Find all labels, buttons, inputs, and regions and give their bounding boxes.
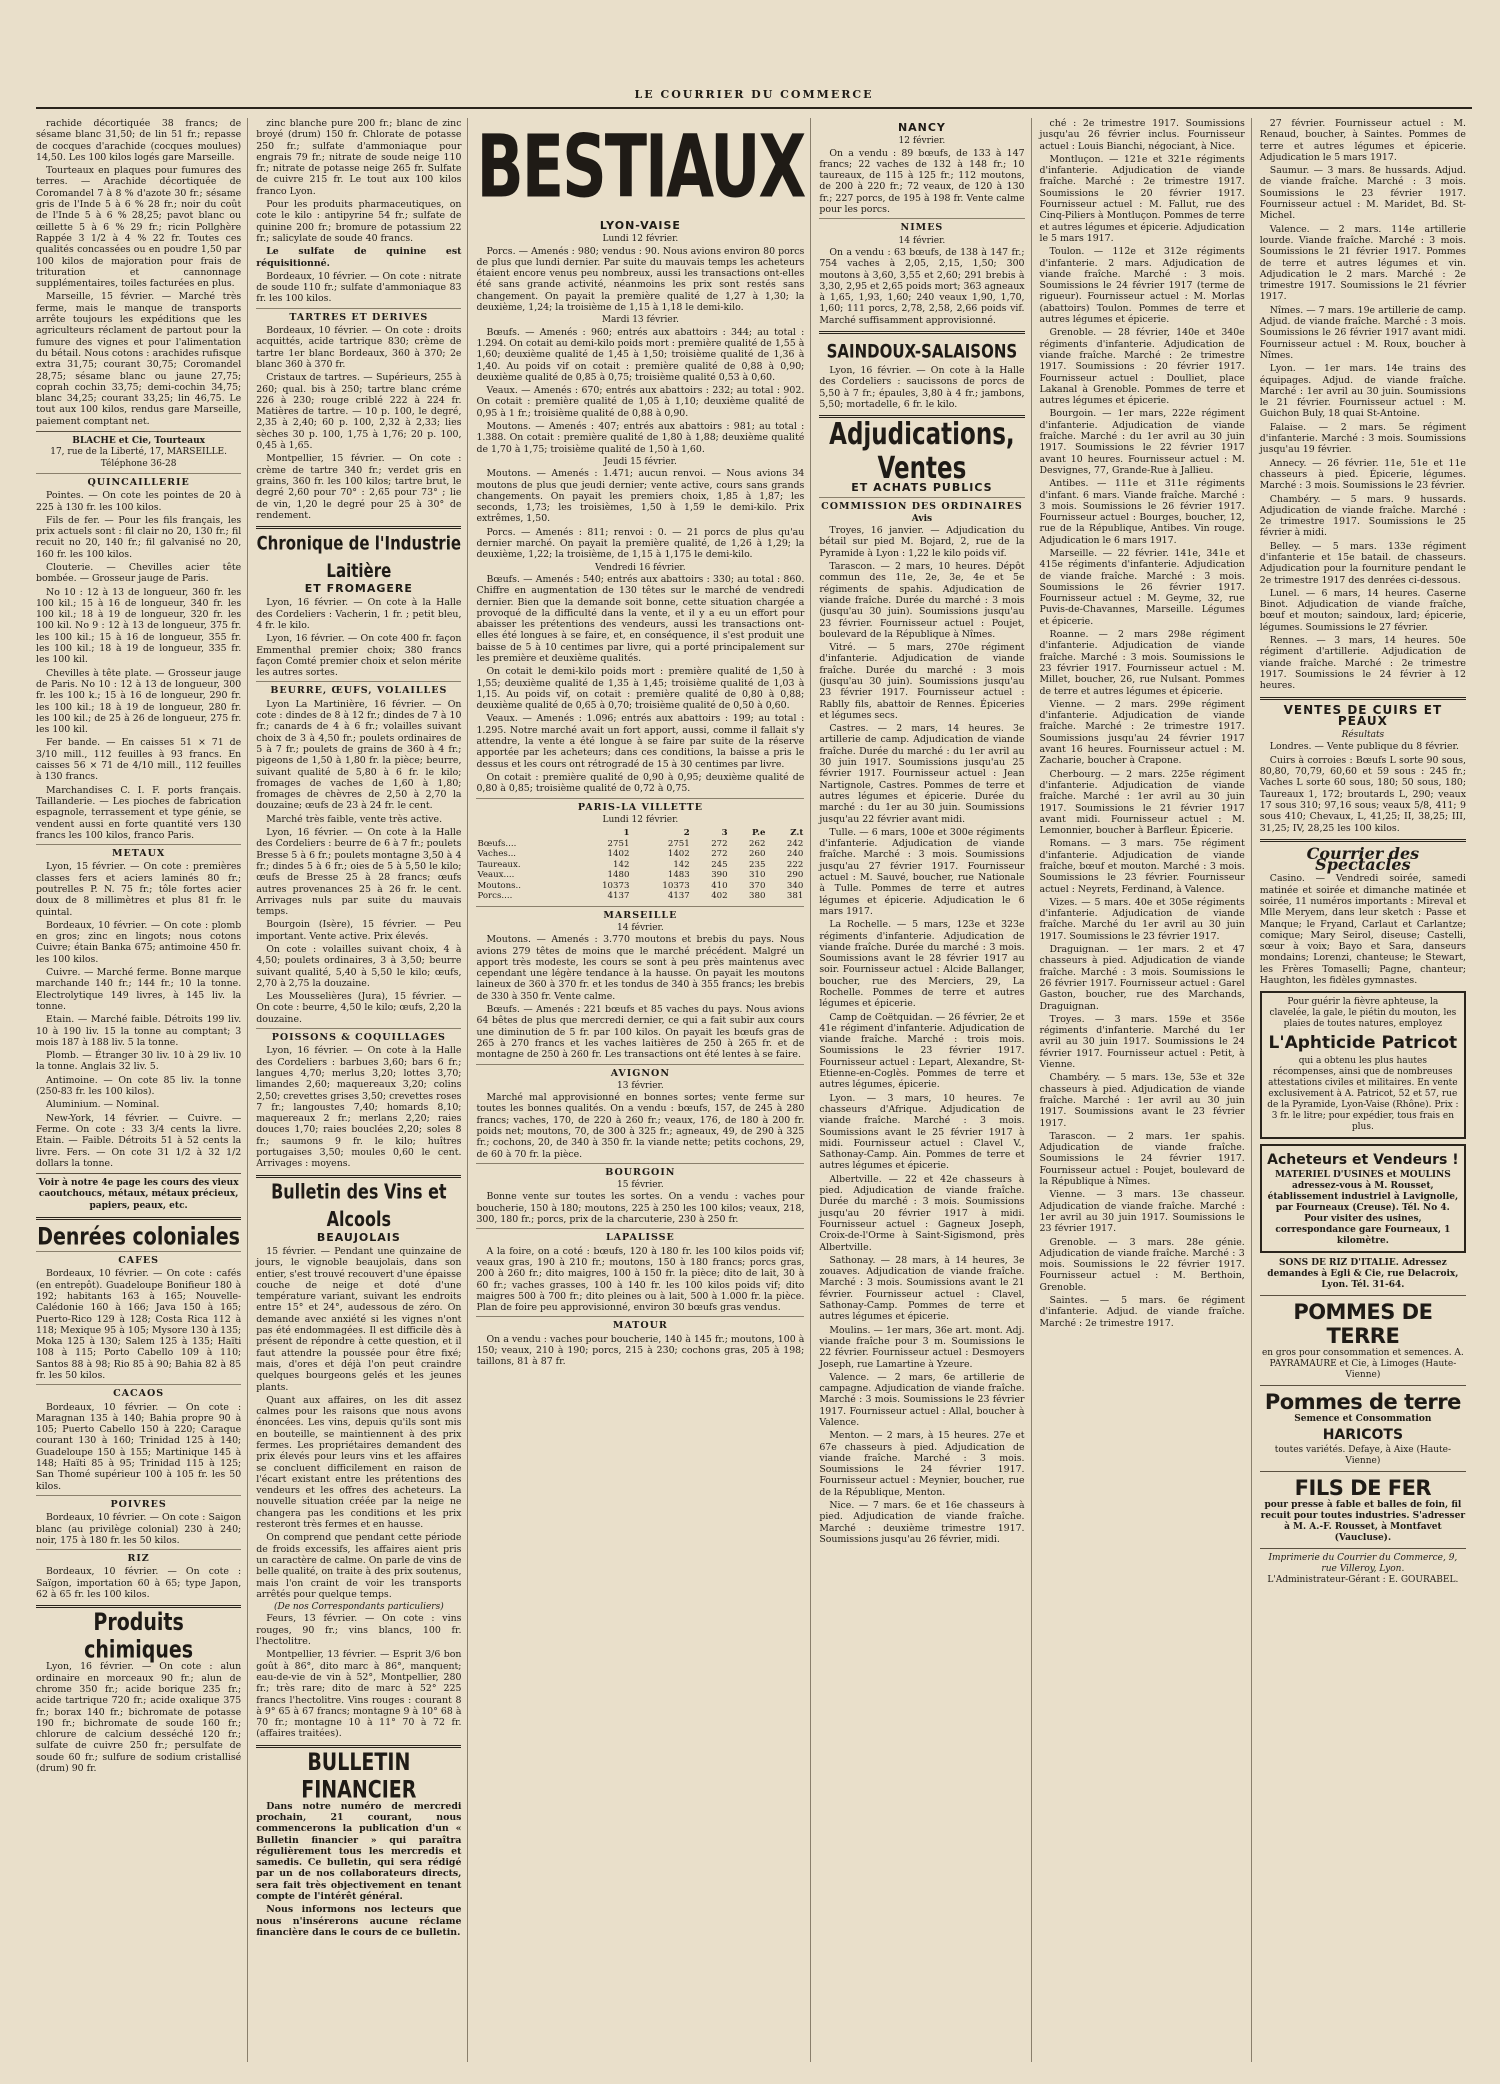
paragraph: Fer bande. — En caisses 51 × 71 de 3/10 mill., 112 feuilles à 93 francs. En caisses 56 × 71 de 4/10 mill., 112 feuilles à 130 francs. [36, 737, 242, 783]
paragraph: Marché mal approvisionné en bonnes sortes; vente ferme sur toutes les bonnes qualités. On a vendu : bœufs, 157, de 245 à 280 francs; vaches, 170, de 220 à 260 fr.; veaux, 176, de 180 à 200 fr. poids net; moutons, 70, de 300 à 325 fr.; agneaux, 49, de 290 à 325 fr.; cochons, 20, de 340 à 350 fr. la viande nette; petits cochons, 29, de 60 à 70 fr. la pièce. [476, 1092, 805, 1160]
paragraph: Bœufs. — Amenés : 960; entrés aux abattoirs : 344; au total : 1.294. On cotait au demi-kilo poids mort : première qualité de 1,55 à 1,60; deuxième qualité de 1,45 à 1,50; troisième qualité de 1,36 à 1,40. Au poids vif on cotait : première qualité de 0,88 à 0,90; deuxième qualité de 0,85 à 0,75; troisième qualité 0,53 à 0,60. [476, 326, 805, 383]
paragraph: Camp de Coëtquidan. — 26 février, 2e et 41e régiment d'infanterie. Adjudication de viande fraîche. Marché : trois mois. Soumissions le 23 février 1917. Fournisseur actuel : Lepart, Alexandre, St-Etienne-en-Coglès. Pommes de terre et autres légumes, épicerie. [819, 1011, 1025, 1091]
paragraph: Lyon, 16 février. — On cote 400 fr. façon Emmenthal premier choix; 380 francs façon Comté premier choix et selon mérite les autres sortes. [256, 633, 462, 679]
column-3 [476, 115, 811, 2062]
table-body [476, 839, 804, 902]
paragraph: Bordeaux, 10 février. — On cote : cafés (en entrepôt). Guadeloupe Bonifieur 180 à 192; habitants 163 à 165; Nouvelle-Calédonie 160 à 166; Java 150 à 165; Puerto-Rico 129 à 128; Costa Rica 112 à 118; Mexique 95 à 105; Mysore 130 à 135; Moka 125 à 130; Salem 125 à 135; Haïti 108 à 115; Porto Cabello 109 à 110; Santos 88 à 98; Rio 85 à 90; Bahia 82 à 85 fr. les 50 kilos. [36, 1268, 242, 1381]
paragraph: Cherbourg. — 2 mars. 225e régiment d'infanterie. Adjudication de viande fraîche. Marché : 1er avril au 30 juin 1917. Soumissions le 21 février 1917 avant midi. Fournisseur actuel : M. Lemonnier, boucher à Barfleur. Épicerie. [1039, 768, 1245, 837]
table-cell: 2751 [667, 838, 690, 849]
paragraph: On a vendu : 63 bœufs, de 138 à 147 fr.; 754 vaches à 2,05, 2,15, 1,50; 300 moutons à 3,60, 3,55 et 2,60; 291 brebis à 3,30, 2,95 et 2,65 poids mort; 363 agneaux à 1,65, 1,93, 1,60; 240 veaux 1,90, 1,70, 1,60; 111 porcs, 2,78, 2,58, 2,66 poids vif. Marché suffisamment approvisionné. [819, 246, 1025, 326]
table-cell: 290 [786, 870, 804, 881]
divider [1260, 1295, 1466, 1296]
subsection-title: CAFES [36, 1251, 241, 1266]
section-title: BEURRE, ŒUFS, VOLAILLES [256, 681, 461, 696]
pommes2-ad-title: Pommes de terre [1264, 1390, 1461, 1415]
section-title: Adjudications, Ventes [829, 418, 1015, 487]
paragraph: Lyon, 16 février. — On cote à la Halle des Cordeliers : beurre de 6 à 7 fr.; poulets Bresse 5 à 6 fr.; poulets montagne 3,50 à 4 fr.; dindes 5 à 6 fr.; oies de 5 à 5,50 le kilo; œufs de Bresse 25 à 28 francs; œufs autres provenances 25 à 26 fr. le cent. Arrivages nuls par suite du mauvais temps. [256, 827, 462, 918]
paragraph: Tarascon. — 2 mars, 10 heures. Dépôt commun des 11e, 2e, 3e, 4e et 5e régiments de spahis. Adjudication de viande fraîche. Durée du marché : 3 mois (jusqu'au 30 juin). Soumissions jusqu'au 23 février. Fournisseur actuel : Poujet, boulevard de la République à Nîmes. [819, 561, 1025, 640]
divider [1260, 839, 1466, 842]
paragraph: No 10 : 12 à 13 de longueur, 360 fr. les 100 kil.; 15 à 16 de longueur, 340 fr. les 100 kil.; 18 à 19 de longueur, 320 fr. les 100 kil. No 9 : 12 à 13 de longueur, 375 fr. les 100 kil.; 15 à 16 de longueur, 355 fr. les 100 kil.; 18 à 19 de longueur, 335 fr. les 100 kil. [36, 586, 242, 666]
paragraph: Troyes. — 3 mars. 159e et 356e régiments d'infanterie. Marché du 1er avril au 30 juin 1917. Soumissions le 24 février 1917. Fournisseur actuel : Petit, à Vienne. [1039, 1013, 1245, 1071]
paragraph: Rennes. — 3 mars, 14 heures. 50e régiment d'artillerie. Adjudication de viande fraîche. Marché : 2e trimestre 1917. Soumissions le 24 février à 12 heures. [1259, 635, 1466, 692]
paragraph: Montpellier, 13 février. — Esprit 3/6 bon goût à 86°, dito marc à 86°, manquent; eau-de-vie de vin à 52°, Montpellier, 280 fr.; très rare; dito de marc à 52° 225 francs l'hectolitre. Vins rouges : courant 8 à 9° 65 à 67 francs; montagne 9 à 10° 68 à 70 fr.; montagne 10 à 11° 70 à 72 fr. (affaires traitées). [256, 1649, 462, 1740]
table-cell: Bœufs.... [477, 838, 517, 849]
section-title: Chronique de l'Industrie Laitière [256, 532, 462, 583]
paragraph: Castres. — 2 mars, 14 heures. 3e artillerie de camp. Adjudication de viande fraîche. Durée du marché : du 1er avril au 30 juin 1917. Soumissions jusqu'au 25 février 1917. Fournisseur actuel : Jean Nartignole, Castres. Pommes de terre et autres légumes et épicerie. Durée du marché : du 1er au 30 juin. Soumissions jusqu'au 22 février avant midi. [819, 723, 1025, 825]
paragraph: Lyon. — 1er mars. 14e trains des équipages. Adjud. de viande fraîche. Marché : 1er avril au 30 juin. Soumissions le 21 février. Fournisseur actuel : M. Guichon Buly, 18 quai St-Antoine. [1259, 363, 1466, 420]
table-header-cell: Z.t [790, 828, 804, 839]
paragraph: Lyon, 16 février. — On cote à la Halle des Cordeliers : barbues 3,60; bars 6 fr.; langues 4,70; merlus 3,20; lottes 3,70; limandes 2,60; maquereaux 3,20; colins 2,50; crevettes grises 3,50; crevettes roses 7 fr.; langoustes 7,40; homards 8,10; maquereaux 2 fr.; merlans 2,20; raies douces 1,70; raies bouclées 2,20; soles 8 fr.; saumons 9 fr. le kilo; huîtres portugaises 3,50; moules 0,60 le cent. Arrivages : moyens. [256, 1045, 462, 1170]
paragraph: Fils de fer. — Pour les fils français, les prix actuels sont : fil clair no 20, 130 fr.; fil recuit no 20, 140 fr.; fil galvanisé no 20, 160 fr. les 100 kilos. [36, 514, 242, 560]
paragraph: Menton. — 2 mars, à 15 heures. 27e et 67e chasseurs à pied. Adjudication de viande fraîche. Marché : 3 mois. Soumissions le 24 février 1917. Fournisseur actuel : Meynier, boucher, rue de la République, Menton. [819, 1430, 1025, 1498]
table-cell: 10373 [662, 880, 690, 891]
market-date: 12 février. [898, 136, 946, 147]
paragraph: Bourgoin. — 1er mars, 222e régiment d'infanterie. Adjudication de viande fraîche. Marché : du 1er avril au 30 juin 1917. Soumissions le 22 février 1917 avant 10 heures. Fournisseur actuel : M. Desvignes, 77, Grande-Rue à Jallieu. [1039, 408, 1245, 476]
divider [1260, 1471, 1466, 1472]
paragraph: Tourteaux en plaques pour fumures des terres. — Arachide décortiquée de Coromandel 7 à 8 % d'azote 30 fr.; sésame gris de l'Inde 5 à 6 % 28 fr.; noir du coût de l'Inde 5 à 6 % 28,25; pavot blanc ou œillette 5 à 6 % 29 fr.; ricin Pollghère Rappée 3 1/2 à 4 % 22 fr. Toutes ces qualités concassées ou en poudre 1,50 par 100 kilos de majoration pour frais de trituration et cannonnage supplémentaires, toiles facturées en plus. [36, 165, 242, 290]
table-cell: 410 [711, 880, 728, 891]
paragraph: Bordeaux, 10 février. — On cote : nitrate de soude 110 fr.; sulfate d'ammoniaque 83 fr. les 100 kilos. [256, 270, 462, 305]
market-title: MATOUR [476, 1316, 804, 1331]
section-title: Bulletin des Vins et Alcools [271, 1179, 447, 1231]
paragraph: Lyon, 15 février. — On cote : premières classes fers et aciers laminés 80 fr.; poutrelles P. N. 75 fr.; tôle fortes acier doux de 8 millimètres et plus 81 fr. le quintal. [36, 861, 242, 918]
divider [1260, 1548, 1466, 1549]
ad-title: L'Aphticide Patricot [1268, 1033, 1458, 1054]
table-cell: 262 [749, 838, 766, 849]
market-title: NANCY [897, 121, 946, 134]
paragraph: Porcs. — Amenés : 811; renvoi : 0. — 21 porcs de plus qu'au dernier marché. On payait la première qualité, de 1,26 à 1,29; la deuxième, 1,22; la troisième, de 1,15 à 1,175 le demi-kilo. [476, 526, 805, 561]
table-cell: 402 [711, 891, 728, 902]
paragraph: Etain. — Marché faible. Détroits 199 liv. 10 à 190 liv. 15 la tonne au comptant; 3 mois 187 à 188 liv. 5 la tonne. [36, 1014, 242, 1048]
paragraph: Londres. — Vente publique du 8 février. [1269, 741, 1459, 753]
table-cell: 381 [786, 891, 804, 902]
table-cell: 1402 [607, 849, 630, 860]
table-row [476, 881, 804, 892]
table-header-cell: 2 [683, 828, 690, 839]
column-4 [819, 118, 1031, 2062]
paragraph: Le sulfate de quinine est réquisitionné. [256, 246, 462, 269]
table-cell: 142 [673, 859, 690, 870]
paragraph: Cristaux de tartres. — Supérieurs, 255 à 260; qual. bis à 250; tartre blanc créme 226 à 230; rouge criblé 222 à 224 fr. Matières de tartre. — 10 p. 100, le degré, 2,35 à 2,40; 60 p. 100, 2,32 à 2,33; lies sèches 30 p. 100, 1,75 à 1,76; 20 p. 100, 0,45 à 1,65. [256, 372, 462, 452]
table-row [476, 849, 804, 860]
paragraph: Sathonay. — 28 mars, à 14 heures, 3e zouaves. Adjudication de viande fraîche. Marché : 3 mois. Soumissions avant le 21 février. Fournisseur actuel : Clavel, Sathonay-Camp. Pommes de terre et autres légumes et épicerie. [819, 1254, 1025, 1323]
paragraph: Bonne vente sur toutes les sortes. On a vendu : vaches pour boucherie, 150 à 180; moutons, 225 à 250 les 100 kilos; veaux, 218, 300, 180 fr.; porcs, prix de la charcuterie, 230 à 250 fr. [476, 1191, 805, 1226]
pommes-ad-title: POMMES DE TERRE [1293, 1300, 1433, 1349]
section-title: Courrier des Spectacles [1306, 843, 1420, 875]
correspondents-note: (De nos Correspondants particuliers) [273, 1602, 444, 1613]
table-cell: 142 [613, 859, 630, 870]
market-title: AVIGNON [476, 1064, 804, 1079]
paragraph: Chambéry. — 5 mars. 9 hussards. Adjudication de viande fraîche. Marché : 2e trimestre 1917. Soumissions le 25 février à midi. [1259, 493, 1466, 539]
paragraph: Tulle. — 6 mars, 100e et 300e régiments d'infanterie. Adjudication de viande fraîche. Marché : 3 mois. Soumissions jusqu'au 27 février 1917. Fournisseur actuel : M. Sauvé, boucher, rue Nationale à Tulle. Pommes de terre et autres légumes et épicerie. Adjudication le 6 mars 1917. [819, 826, 1025, 917]
paragraph: Vienne. — 2 mars. 299e régiment d'infanterie. Adjudication de viande fraîche. Marché : 2e trimestre 1917. Soumissions jusqu'au 24 février 1917 avant 16 heures. Fournisseur actuel : M. Zacharie, boucher à Crapone. [1039, 698, 1245, 767]
paragraph: Lyon, 16 février. — On cote à la Halle des Cordeliers : Vacherin, 1 fr. ; petit bleu, 4 fr. le kilo. [256, 597, 462, 631]
table-cell: 390 [711, 870, 728, 881]
notice: Voir à notre 4e page les cours des vieux caoutchoucs, métaux, métaux précieux, papiers, peaux, etc. [38, 1178, 239, 1211]
fils-ad-title: FILS DE FER [1294, 1476, 1432, 1501]
table-row [476, 860, 804, 871]
paragraph: Bourgoin (Isère), 15 février. — Peu important. Vente active. Prix élevés. [256, 919, 462, 942]
section-subtitle: Résultats [1341, 730, 1385, 741]
section-title: POISSONS & COQUILLAGES [256, 1028, 461, 1043]
paragraph: Lyon, 16 février. — On cote : alun ordinaire en morceaux 90 fr.; alun de chrome 350 fr.; acide borique 235 fr.; acide tartrique 720 fr.; acide oxalique 375 fr.; borax 140 fr.; bichromate de potasse 190 fr.; bichromate de soude 160 fr.; chlorure de calcium desséché 120 fr.; sulfate de cuivre 250 fr.; persulfate de soude 60 fr.; sulfure de sodium cristallisé (drum) 90 fr. [36, 1661, 242, 1774]
paragraph: Les Mousselières (Jura), 15 février. — On cote : beurre, 4,50 le kilo; œufs, 2,20 la douzaine. [256, 991, 462, 1025]
paragraph: zinc blanche pure 200 fr.; blanc de zinc broyé (drum) 150 fr. Chlorate de potasse 250 fr.; sulfate d'ammoniaque pour engrais 79 fr.; nitrate de soude neige 110 fr.; nitrate de potasse neige 265 fr. Sulfate de cuivre 215 fr. Le tout aux 100 kilos franco Lyon. [256, 118, 462, 197]
paragraph: Valence. — 2 mars. 114e artillerie lourde. Viande fraîche. Marché : 3 mois. Soumissions le 21 février 1917. Pommes de terre et autres légumes et vin. Adjudication le 2 mars. Marché : 2e trimestre 1917. Soumissions le 21 février 1917. [1259, 223, 1466, 303]
paragraph: Bœufs. — Amenés : 221 bœufs et 85 vaches du pays. Nous avions 64 bêtes de plus que mercredi dernier, ce qui a fait subir aux cours une diminution de 5 fr. par 100 kilos. On payait les bœufs gras de 265 à 270 francs et les vaches laitières de 250 à 265 fr. et de montagne de 250 à 260 fr. Les transactions ont été lentes à se faire. [476, 1004, 805, 1061]
paragraph: On cotait : première qualité de 0,90 à 0,95; deuxième qualité de 0,80 à 0,85; troisième qualité de 0,72 à 0,75. [476, 771, 805, 795]
divider [819, 331, 1024, 334]
section-subtitle: ET FROMAGERE [304, 582, 413, 596]
subsection-title: POIVRES [36, 1495, 241, 1510]
paragraph: Antimoine. — On cote 85 liv. la tonne (250-83 fr. les 100 kilos). [36, 1074, 242, 1098]
paragraph: Toulon. — 112e et 312e régiments d'infanterie. 2 mars. Adjudication de viande fraîche. Marché : 3 mois. Soumissions le 24 février 1917 (terme de rigueur). Fournisseur actuel : M. Morlas (abattoirs) Toulon. Pommes de terre et autres légumes et épicerie. [1039, 246, 1245, 326]
paragraph: Saumur. — 3 mars. 8e hussards. Adjud. de viande fraîche. Marché : 3 mois. Soumissions le 23 février 1917. Fournisseur actuel : M. Maridet, Bd. St-Michel. [1259, 165, 1466, 222]
paragraph: Grenoble. — 3 mars. 28e génie. Adjudication de viande fraîche. Marché : 3 mois. Soumissions le 22 février 1917. Fournisseur actuel : M. Berthoin, Grenoble. [1039, 1236, 1245, 1293]
fils-ad-text: pour presse à fable et balles de foin, fil recuit pour toutes industries. S'adresser à M. A.-F. Rousset, à Montfavet (Vaucluse). [1260, 1500, 1466, 1544]
table-cell: Taureaux. [477, 859, 521, 870]
table-cell: 1483 [667, 870, 690, 881]
paragraph: Cuirs à corroies : Bœufs L sorte 90 sous, 80,80, 70,79, 60,60 et 59 sous : 245 fr.; Vaches L sorte 60 sous, 180; 50 sous, 180; Taureaux 1, 172; broutards L, 290; veaux 17 sous 310; 97,16 sous; veaux 5/8, 411; 9 sous 410; Chevaux, L, 41,25; II, 38,25; III, 31,25; IV, 28,25 les 100 kilos. [1259, 754, 1466, 834]
market-date: 14 février. [898, 235, 946, 246]
paragraph: New-York, 14 février. — Cuivre. — Ferme. On cote : 33 3/4 cents la livre. Etain. — Faible. Détroits 51 à 52 cents la livre. Fers. — On cote 31 1/2 à 32 1/2 dollars la tonne. [36, 1112, 242, 1169]
paragraph: La Rochelle. — 5 mars, 123e et 323e régiments d'infanterie. Adjudication de viande fraîche. Durée du marché : 3 mois. Soumissions avant le 28 février 1917 au soir. Fournisseur actuel : Alcide Ballanger, boucher, rue des Merciers, 29, La Rochelle. Pommes de terre et autres légumes et épicerie. [819, 919, 1025, 1010]
paragraph: Marseille, 15 février. — Marché très ferme, mais le manque de transports arrête toujours les expéditions que les agriculteurs réclament de partout pour la fumure des vignes et pour l'alimentation du bétail. Nous cotons : arachides rufisque extra 31,75; courant 30,75; Coromandel 28,75; sésame blanc ou jaune 27,75; coprah cochin 33,75; demi-cochin 34,75; blanc 34,25; courant 33,25; lin 46,75. Le tout aux 100 kilos, rendus gare Marseille, paiement comptant net. [36, 291, 242, 427]
paragraph: Marché très faible, vente très active. [266, 813, 443, 825]
paragraph: On comprend que pendant cette période de froids excessifs, les affaires aient pris un caractère de calme. On parle de vins de belle qualité, on traite à des prix soutenus, mais l'on craint de voir les transports arrêtés pour quelque temps. [256, 1532, 462, 1600]
section-title: BULLETIN FINANCIER [301, 1748, 417, 1804]
market-title: BOURGOIN [476, 1163, 804, 1178]
villette-table [476, 828, 804, 902]
paragraph: Marchandises C. I. F. ports français. Taillanderie. — Les pioches de fabrication espagnole, terrassement et type génie, se vendent aussi en forte quantité vers 130 francs les 100 kilos, franco Paris. [36, 784, 242, 841]
table-header-cell: P.e [751, 828, 766, 839]
paragraph: Nice. — 7 mars. 6e et 16e chasseurs à pied. Adjudication de viande fraîche. Marché : deuxième trimestre 1917. Soumissions jusqu'au 26 février, midi. [819, 1500, 1025, 1545]
section-title: SAINDOUX-SALAISONS [826, 339, 1018, 363]
paragraph: Vienne. — 3 mars. 13e chasseur. Adjudication de viande fraîche. Marché : 1er avril au 30 juin 1917. Soumissions le 23 février 1917. [1039, 1189, 1245, 1235]
table-header-row [476, 828, 804, 839]
table-cell: 240 [786, 849, 804, 860]
table-cell: 272 [711, 849, 728, 860]
subsection-title: COMMISSION DES ORDINAIRES [819, 497, 1024, 512]
paragraph: 27 février. Fournisseur actuel : M. Renaud, boucher, à Saintes. Pommes de terre et autres légumes et épicerie. Adjudication le 5 mars 1917. [1259, 118, 1466, 163]
table-cell: 370 [749, 880, 766, 891]
table-cell: 380 [749, 891, 766, 902]
paragraph: On cotait le demi-kilo poids mort : première qualité de 1,50 à 1,55; deuxième qualité de 1,35 à 1,45; troisième qualité de 1,03 à 1,15. Au poids vif, on cotait : première qualité de 0,80 à 0,88; deuxième qualité de 0,65 à 0,70; troisième qualité de 0,50 à 0,60. [476, 666, 805, 712]
paragraph: Veaux. — Amenés : 670; entrés aux abattoirs : 232; au total : 902. On cotait : première qualité de 1,05 à 1,10; deuxième qualité de 0,95 à 1 fr.; troisième qualité de 0,88 à 0,90. [476, 385, 805, 419]
section-title: Produits chimiques [84, 1608, 194, 1664]
paragraph: On a vendu : vaches pour boucherie, 140 à 145 fr.; moutons, 100 à 150; veaux, 210 à 190; porcs, 215 à 230; cochons gras, 205 à 198; taillons, 81 à 87 fr. [476, 1333, 805, 1368]
paragraph: Moutons. — Amenés : 1.471; aucun renvoi. — Nous avions 34 moutons de plus que jeudi dernier; vente active, cours sans grands changements. On payait les premiers choix, 1,85 à 1,87; les seconds, 1,73; les troisièmes, 1,50 à 1,59 le demi-kilo. Prix extrêmes, 1,50. [476, 468, 805, 525]
paragraph: Casino. — Vendredi soirée, samedi matinée et soirée et dimanche matinée et soirée, 11 numéros importants : Mireval et Mlle Meryem, dans leur sketch : Passe et Manque; le Fryand, Carlaut et Carlantze; comique; Mary Seirol, diseuse; Castelli, sœur à voix; Bayo et Sara, danseurs mondains; Lorenzi, chanteuse; le Stewart, les Frères Tomaselli; Pagne, chanteur; Haughton, les fidèles gymnastes. [1259, 873, 1466, 987]
paragraph: Moutons. — Amenés : 407; entrés aux abattoirs : 981; au total : 1.388. On cotait : première qualité de 1,80 à 1,88; deuxième qualité de 1,70 à 1,75; troisième qualité de 1,50 à 1,60. [476, 421, 805, 455]
market-title: NIMES [819, 218, 1024, 233]
market-date: 15 février. [617, 1180, 664, 1191]
paragraph: Vizes. — 5 mars. 40e et 305e régiments d'infanterie. Adjudication de viande fraîche. Marché du 1er avril au 30 juin 1917. Soumissions le 23 février 1917. [1039, 896, 1245, 942]
divider [36, 1173, 241, 1174]
ad-text: qui a obtenu les plus hautes récompenses, ainsi que de nombreuses attestations civiles et militaires. En vente exclusivement à A. Patricot, 52 et 57, rue de la Pyramide, Lyon-Vaise (Rhône). Prix : 3 fr. le litre; pour expédier, tous frais en plus. [1267, 1056, 1459, 1133]
firm-name: BLACHE et Cie, Tourteaux [72, 436, 205, 447]
table-cell: 4137 [607, 891, 630, 902]
table-header-cell: 1 [623, 828, 630, 839]
paragraph: Chevilles à tête plate. — Grosseur jauge de Paris. No 10 : 12 à 13 de longueur, 300 fr. les 100 k.; 15 à 16 de longueur, 290 fr. les 100 kil.; 18 à 19 de longueur, 280 fr. les 100 kil.; de 25 à 26 de longueur, 275 fr. les 100 kil. [36, 667, 242, 736]
paragraph: Romans. — 3 mars. 75e régiment d'infanterie. Adjudication de viande fraîche, bœuf et mouton. Marché : 3 mois. Soumissions le 23 février. Fournisseur actuel : Neyrets, Ferdinand, à Valence. [1039, 838, 1245, 895]
section-title: QUINCAILLERIE [36, 473, 241, 488]
pommes2-ad-subtitle: Semence et Consommation [1294, 1414, 1432, 1425]
ad-title: Acheteurs et Vendeurs ! [1267, 1152, 1459, 1169]
table-row [476, 870, 804, 881]
haricots-title: HARICOTS [1322, 1427, 1404, 1444]
paragraph: Cuivre. — Marché ferme. Bonne marque marchande 140 fr.; 144 fr.; 10 la tonne. Electrolytique 149 livres, à 145 liv. la tonne. [36, 967, 242, 1012]
paragraph: Dans notre numéro de mercredi prochain, 21 courant, nous commencerons la publication d'un « Bulletin financier » qui paraîtra régulièrement tous les mercredis et samedis. Ce bulletin, qui sera rédigé par un de nos collaborateurs directs, sera fait très objectivement en tenant compte de l'intérêt général. [256, 1800, 462, 1903]
paragraph: Pointes. — On cote les pointes de 20 à 225 à 130 fr. les 100 kilos. [36, 490, 242, 513]
paragraph: Bœufs. — Amenés : 540; entrés aux abattoirs : 330; au total : 860. Chiffre en augmentation de 130 têtes sur le marché de vendredi dernier. Bien que la demande soit bonne, cette situation chargée a provoqué de la difficulté dans la vente, et il y a eu un effort pour abaisser les prétentions des vendeurs, aussi les transactions ont-elles été longues à se faire, et, en conséquence, il s'est produit une baisse de 5 à 10 centimes par livre, qui a porté principalement sur les première et deuxième qualités. [476, 573, 805, 664]
paragraph: Lyon, 16 février. — On cote à la Halle des Cordeliers : saucissons de porcs de 5,50 à 7 fr.; épaules, 3,80 à 4 fr.; jambons, 5,50; mortadelle, 6 fr. le kilo. [819, 365, 1025, 410]
paragraph: Montpellier, 15 février. — On cote : crème de tartre 340 fr.; verdet gris en grains, 360 fr. les 100 kilos; tartre brut, le degré 2,60 pour 70° : 2,65 pour 73° ; lie de vin, 1,20 le degré pour 25 à 30° de rendement. [256, 453, 462, 521]
paragraph: Belley. — 5 mars. 133e régiment d'infanterie et 15e batail. de chasseurs. Adjudication pour la fourniture pendant le 2e trimestre 1917 des denrées ci-dessous. [1259, 540, 1466, 586]
paragraph: Aluminium. — Nominal. [46, 1099, 160, 1111]
table-cell: Moutons.. [477, 880, 521, 891]
table-header-cell: 3 [721, 828, 728, 839]
subsection-title: CACAOS [36, 1384, 241, 1399]
market-date: Lundi 12 février. [602, 234, 679, 245]
paragraph: Bordeaux, 10 février. — On cote : Saigon blanc (au privilège colonial) 230 à 240; noir, 175 à 180 fr. les 50 kilos. [36, 1512, 242, 1546]
section-title: Denrées coloniales [37, 1223, 240, 1251]
ad-text: Pour guérir la fièvre aphteuse, la clavelée, la gale, le piétin du mouton, les plaies de toutes natures, employez [1269, 997, 1457, 1030]
market-date: 14 février. [617, 922, 664, 933]
paragraph: On cote : volailles suivant choix, 4 à 4,50; poulets ordinaires, 3 à 3,50; beurre suivant qualité, 5,40 à 5,50 le kilo; œufs, 2,70 à 2,75 la douzaine. [256, 944, 462, 989]
paragraph: Falaise. — 2 mars. 5e régiment d'infanterie. Marché : 3 mois. Soumissions jusqu'au 19 février. [1259, 421, 1466, 456]
paragraph: Nous informons nos lecteurs que nous n'insérerons aucune réclame financière dans le cours de ce bulletin. [256, 1904, 462, 1938]
paragraph: Bordeaux, 10 février. — On cote : Maragnan 135 à 140; Bahia propre 90 à 105; Puerto Cabello 150 à 220; Caraque courant 130 à 160; Trinidad 125 à 140; Guadeloupe 150 à 155; Martinique 145 à 148; Haïti 85 à 95; Trinidad 115 à 125; San Thomé supérieur 100 à 105 fr. les 50 kilos. [36, 1401, 242, 1492]
paragraph: Nîmes. — 7 mars. 19e artillerie de camp. Adjud. de viande fraîche. Marché : 3 mois. Soumissions le 26 février 1917 avant midi. Fournisseur actuel : M. Roux, boucher à Nîmes. [1259, 304, 1466, 361]
bestiaux-title: BESTIAUX [476, 115, 805, 218]
column-5 [1040, 118, 1252, 2062]
paragraph: Veaux. — Amenés : 1.096; entrés aux abattoirs : 199; au total : 1.295. Notre marché avait un fort apport, aussi, comme il fallait s'y attendre, la vente a été longue à se faire par suite de la réserve apportée par les acheteurs; dans ces conditions, la baisse a pris le dessus et les cours ont rétrogradé de 15 à 30 centimes par livre. [476, 713, 805, 770]
section-title: VENTES DE CUIRS ET PEAUX [1283, 702, 1443, 728]
table-cell: 245 [711, 859, 728, 870]
table-cell: Vaches... [477, 849, 517, 860]
paragraph: Vitré. — 5 mars, 270e régiment d'infanterie. Adjudication de viande fraîche. Durée du marché : 3 mois (jusqu'au 30 juin). Soumissions jusqu'au 23 février 1917. Fournisseur actuel : Rablly fils, abattoir de Rennes. Épiceries et légumes secs. [819, 642, 1025, 721]
market-title: MARSEILLE [476, 906, 804, 921]
column-6 [1260, 118, 1472, 2062]
paragraph: Bordeaux, 10 février. — On cote : plomb en gros; zinc en lingots; nous cotons Cuivre; étain Banka 675; antimoine 450 fr. les 100 kilos. [36, 919, 242, 965]
paragraph: rachide décortiquée 38 francs; de sésame blanc 31,50; de lin 51 fr.; repasse de cocques d'arachide (cocques moulues) 14,50. Les 100 kilos logés gare Marseille. [36, 118, 242, 163]
table-cell: 10373 [602, 880, 630, 891]
imprint: Imprimerie du Courrier du Commerce, 9, rue Villeroy, Lyon. [1268, 1553, 1458, 1575]
table-cell: 4137 [667, 891, 690, 902]
paragraph: 15 février. — Pendant une quinzaine de jours, le vignoble beaujolais, dans son entier, s'est trouvé recouvert d'une épaisse couche de neige et doté d'une température variant, suivant les endroits entre 15° et 24°, audessous de zéro. On demande avec anxiété si les vignes n'ont pas été endommagées. Il est difficile dès à présent de répondre à cette question, et il faut attendre la poussée pour être fixé; mais, d'ores et déjà l'on peut craindre quelques bourgeons gelés et les jeunes plants. [256, 1245, 462, 1393]
section-title: METAUX [36, 844, 241, 859]
paragraph: Plomb. — Étranger 30 liv. 10 à 29 liv. 10 la tonne. Anglais 32 liv. 5. [36, 1050, 242, 1073]
paragraph: Marseille. — 22 février. 141e, 341e et 415e régiments d'infanterie. Adjudication de viande fraîche. Marché : 3 mois. Soumissions le 26 février 1917. Fournisseur actuel : M. Geyme, 32, rue Puvis-de-Chavannes, Marseille. Légumes et épicerie. [1039, 547, 1245, 627]
paragraph: Chambéry. — 5 mars. 13e, 53e et 32e chasseurs à pied. Adjudication de viande fraîche. Marché : 1er avril au 30 juin 1917. Soumissions avant le 23 février 1917. [1039, 1072, 1245, 1129]
divider [1260, 697, 1466, 700]
pommes-ad-text: en gros pour consommation et semences. A. PAYRAMAURE et Cie, à Limoges (Haute-Vienne) [1261, 1348, 1464, 1381]
paragraph: Saintes. — 5 mars. 6e régiment d'infanterie. Adjud. de viande fraîche. Marché : 2e trimestre 1917. [1039, 1294, 1245, 1329]
patricot-advertisement [1260, 991, 1466, 1139]
paragraph: Annecy. — 26 février. 11e, 51e et 11e chasseurs à pied. Épicerie, légumes. Marché : 3 mois. Soumissions le 23 février. [1259, 457, 1466, 492]
paragraph: Draguignan. — 1er mars. 2 et 47 chasseurs à pied. Adjudication de viande fraîche. Marché : 3 mois. Soumissions le 26 février 1917. Fournisseur actuel : Garel Gaston, boucher, rue des Marchands, Draguignan. [1039, 944, 1245, 1012]
column-2 [256, 118, 468, 2062]
paragraph: Antibes. — 111e et 311e régiments d'infant. 6 mars. Viande fraîche. Marché : 3 mois. Soumissions le 26 février 1917. Fournisseur actuel : Bourges, boucher, 12, rue de la République, Antibes. Vin rouge. Adjudication le 6 mars 1917. [1039, 478, 1245, 546]
paragraph: Feurs, 13 février. — On cote : vins rouges, 90 fr.; vins blancs, 100 fr. l'hectolitre. [256, 1613, 462, 1648]
table-cell: 260 [749, 849, 766, 860]
paragraph: Quant aux affaires, on les dit assez calmes pour les raisons que nous avons énoncées. Les vins, depuis qu'ils sont mis en bouteille, se maintiennent à des prix fermes. Les propriétaires demandent des prix élevés pour leurs vins et les affaires se concluent difficilement en raison de l'écart existant entre les prétentions des vendeurs et les offres des acheteurs. La nouvelle situation créée par la neige ne changera pas les conditions et les prix resteront très fermes et en hausse. [256, 1394, 462, 1531]
paragraph: Moutons. — Amenés : 3.770 moutons et brebis du pays. Nous avions 279 têtes de moins que le marché précédent. Malgré un apport très modeste, les cours se sont à peu près maintenus avec cependant une légère tendance à la hausse. On payait les moutons laineux de 360 à 370 fr. et les tondus de 340 à 355 francs; les brebis de 330 à 350 fr. Vente calme. [476, 934, 805, 1002]
riz-advertisement: SONS DE RIZ D'ITALIE. Adressez demandes à Egli & Cie, rue Delacroix, Lyon. Tél. 31-64. [1267, 1258, 1459, 1291]
paragraph: Tarascon. — 2 mars. 1er spahis. Adjudication de viande fraîche. Soumissions le 24 février 1917. Fournisseur actuel : Poujet, boulevard de la République à Nîmes. [1039, 1130, 1245, 1188]
market-title: PARIS-LA VILLETTE [476, 798, 804, 813]
column-1 [36, 118, 248, 2062]
table-row [476, 891, 804, 902]
subsection-title: RIZ [36, 1549, 241, 1564]
divider [36, 1217, 241, 1220]
table-cell: Veaux.... [477, 870, 515, 881]
market-date: Lundi 12 février. [602, 814, 679, 825]
notice-label: Avis [911, 513, 933, 524]
paragraph: Roanne. — 2 mars 298e régiment d'infanterie. Adjudication de viande fraîche. Marché : 3 mois. Soumissions le 23 février 1917. Fournisseur actuel : M. Millet, boucher, 26, rue Nulsant. Pommes de terre et autres légumes et épicerie. [1039, 629, 1245, 697]
market-date: Mardi 13 février. [601, 315, 679, 326]
section-subtitle: ET ACHATS PUBLICS [851, 481, 993, 495]
table-cell: 2751 [607, 838, 630, 849]
table-row [476, 839, 804, 850]
table-cell: Porcs.... [477, 891, 513, 902]
masthead: LE COURRIER DU COMMERCE [36, 88, 1472, 109]
divider [256, 1745, 461, 1748]
paragraph: Pour les produits pharmaceutiques, on cote le kilo : antipyrine 54 fr.; sulfate de quinine 200 fr.; bromure de potassium 22 fr.; salicylate de soude 40 francs. [256, 199, 462, 244]
paragraph: Troyes, 16 janvier. — Adjudication du bétail sur pied M. Bojard, 2, rue de la Pyramide à Lyon : 1,22 le kilo poids vif. [819, 525, 1025, 559]
table-cell: 242 [786, 838, 804, 849]
divider [1260, 1385, 1466, 1386]
market-date: Vendredi 16 février. [595, 562, 686, 573]
paragraph: Lyon La Martinière, 16 février. — On cote : dindes de 8 à 12 fr.; dindes de 7 à 10 fr.; canards de 4 à 6 fr.; volailles suivant choix de 3 à 4,50 fr.; poulets ordinaires de 5 à 7 fr.; poulets de grains de 360 à 4 fr.; pigeons de 1,50 à 1,80 fr. la pièce; beurre, suivant qualité de 5,80 à 6 fr. le kilo; fromages de vaches de 1,60 à 1,80; fromages de chèvres de 2,50 à 2,70 la douzaine; œufs de 23 à 24 fr. le cent. [256, 698, 462, 812]
market-title: LYON-VAISE [599, 219, 681, 232]
paragraph: Bordeaux, 10 février. — On cote : droits acquittés, acide tartrique 830; crème de tartre 1er blanc Bordeaux, 360 à 370; 2e blanc 360 à 370 fr. [256, 325, 462, 370]
table-header-cell [476, 828, 570, 839]
pommes2-ad-text: toutes variétés. Defaye, à Aixe (Haute-Vienne) [1274, 1445, 1451, 1467]
ad-text: MATERIEL D'USINES et MOULINS adressez-vous à M. Rousset, établissement industriel à Lavignolle, par Fourneaux (Creuse). Tél. No 4. Pour visiter des usines, correspondance gare Fourneaux, 1 kilomètre. [1267, 1170, 1459, 1247]
paragraph: Montluçon. — 121e et 321e régiments d'infanterie. Adjudication de viande fraîche. Marché : 2e trimestre 1917. Soumissions le 20 février 1917. Fournisseur actuel : M. Fallut, rue des Cinq-Piliers à Montluçon. Pommes de terre et autres légumes et épicerie. Adjudication le 5 mars 1917. [1039, 153, 1245, 244]
paragraph: Lyon. — 3 mars, 10 heures. 7e chasseurs d'Afrique. Adjudication de viande fraîche. Marché : 3 mois. Soumissions avant le 25 février 1917 à midi. Fournisseur actuel : Clavel V., Sathonay-Camp. Ain. Pommes de terre et autres légumes et épicerie. [819, 1092, 1025, 1172]
paragraph: Grenoble. — 28 février, 140e et 340e régiments d'infanterie. Adjudication de viande fraîche. Marché : 2e trimestre 1917. Soumissions : 20 février 1917. Fournisseur actuel : Doulliet, place Lakanal à Grenoble. Pommes de terre et autres légumes et épicerie. [1039, 327, 1245, 407]
paragraph: Lunel. — 6 mars, 14 heures. Caserne Binot. Adjudication de viande fraîche, bœuf et mouton; saindoux, lard; épicerie, légumes. Soumissions le 27 février. [1259, 587, 1466, 633]
table-cell: 1402 [667, 849, 690, 860]
paragraph: On a vendu : 89 bœufs, de 133 à 147 francs; 22 vaches de 132 à 148 fr.; 10 taureaux, de 115 à 125 fr.; 112 moutons, de 200 à 220 fr.; 72 veaux, de 120 à 130 fr.; 227 porcs, de 195 à 198 fr. Vente calme pour les porcs. [819, 147, 1025, 216]
market-date: 13 février. [617, 1080, 664, 1091]
divider [36, 431, 241, 432]
paragraph: ché : 2e trimestre 1917. Soumissions jusqu'au 26 février inclus. Fournisseur actuel : Louis Bianchi, négociant, à Nice. [1039, 118, 1245, 152]
firm-address: 17, rue de la Liberté, 17, MARSEILLE. Téléphone 36-28 [50, 447, 227, 469]
market-title: LAPALISSE [476, 1228, 804, 1243]
section-subtitle: BEAUJOLAIS [316, 1230, 401, 1244]
table-cell: 222 [786, 859, 804, 870]
table-cell: 340 [786, 880, 804, 891]
paragraph: Bordeaux, 10 février. — On cote : Saïgon, importation 60 à 65; type Japon, 62 à 65 fr. les 100 kilos. [36, 1566, 242, 1601]
divider [256, 1175, 461, 1178]
section-title: TARTRES ET DERIVES [256, 308, 461, 323]
table-cell: 272 [711, 838, 728, 849]
market-date: Jeudi 15 février. [603, 456, 677, 467]
columns [36, 115, 1472, 2062]
paragraph: Moulins. — 1er mars, 36e art. mont. Adj. viande fraîche pour 3 m. Soumissions le 22 février. Fournisseur actuel : Desmoyers Joseph, rue Lamartine à Yzeure. [819, 1324, 1025, 1370]
paragraph: A la foire, on a coté : bœufs, 120 à 180 fr. les 100 kilos poids vif; veaux gras, 190 à 210 fr.; moutons, 150 à 180 francs; porcs gras, 200 à 260 fr.; dito maigres, 100 à 150 fr. la pièce; dito de lait, 30 à 60 fr.; vaches grasses, 100 à 140 fr. les 100 kilos poids vif; dito maigres 500 à 700 fr.; dito pleines ou à lait, 500 à 1.000 fr. la pièce. Plan de foire peu approvisionné, environ 30 bœufs gras vendus. [476, 1245, 805, 1314]
administrator: L'Administrateur-Gérant : E. GOURABEL. [1267, 1575, 1459, 1586]
paragraph: Albertville. — 22 et 42e chasseurs à pied. Adjudication de viande fraîche. Durée du marché : 3 mois. Soumissions jusqu'au 20 février 1917 à midi. Fournisseur actuel : Gagneux Joseph, Croix-de-l'Orme à Saint-Sigismond, près Albertville. [819, 1173, 1025, 1253]
paragraph: Valence. — 2 mars, 6e artillerie de campagne. Adjudication de viande fraîche. Marché : 3 mois. Soumissions le 23 février 1917. Fournisseur actuel : Allal, boucher à Valence. [819, 1371, 1025, 1428]
table-cell: 1480 [607, 870, 630, 881]
paragraph: Porcs. — Amenés : 980; vendus : 90. Nous avions environ 80 porcs de plus que lundi dernier. Par suite du mauvais temps les acheteurs étaient encore venus peu nombreux, aussi les transactions ont-elles été sans grande activité, néanmoins les prix sont restés sans changement. On payait la première qualité de 1,27 à 1,30; la deuxième, 1,24; la troisième de 1,15 à 1,18 le demi-kilo. [476, 245, 805, 314]
table-cell: 310 [749, 870, 766, 881]
acheteurs-advertisement [1260, 1144, 1466, 1253]
paragraph: Clouterie. — Chevilles acier tête bombée. — Grosseur jauge de Paris. [36, 561, 242, 585]
table-cell: 235 [749, 859, 766, 870]
